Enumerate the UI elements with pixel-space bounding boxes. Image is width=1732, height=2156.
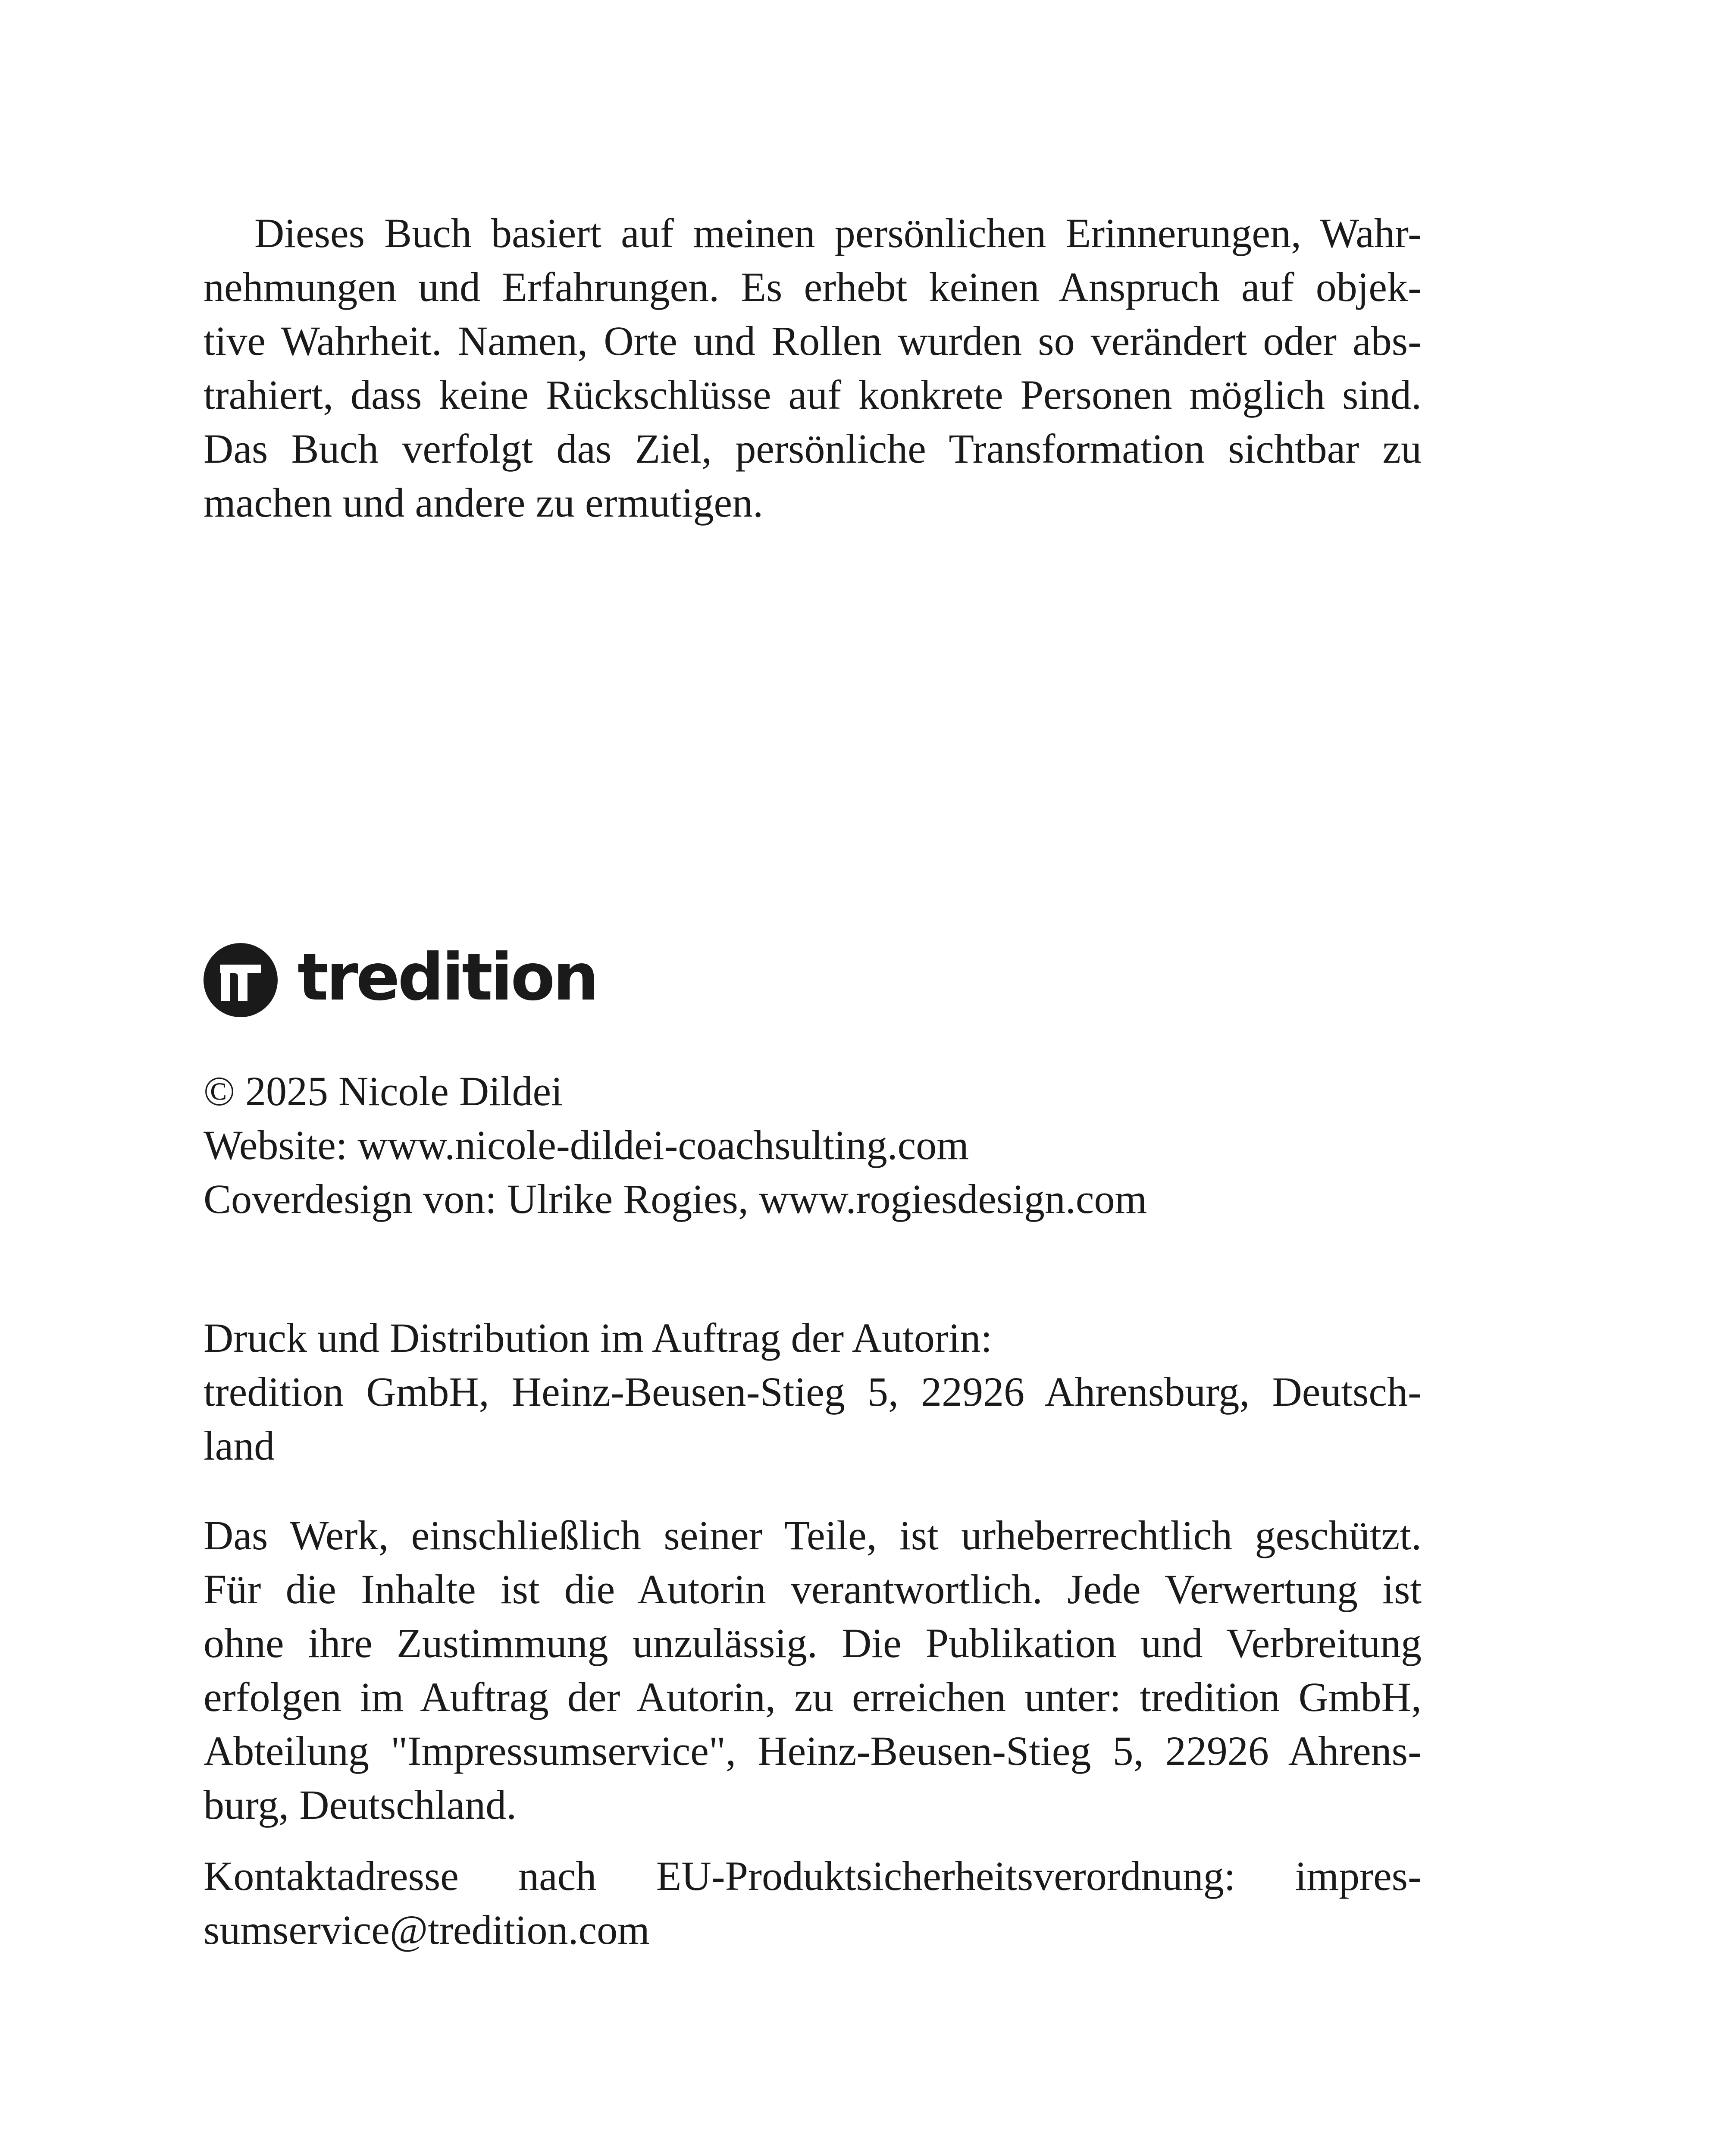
disclaimer-line: tive Wahrheit. Namen, Orte und Rollen wurden so verändert oder abs- (204, 318, 1422, 364)
contact-line: Kontaktadresse nach EU-Produktsicherheitsverordnung: impres- (204, 1853, 1422, 1899)
copyright-line: © 2025 Nicole Dildei (204, 1068, 563, 1114)
credits-block (204, 1064, 1422, 1226)
copyright-notice-line: Abteilung "Impressumservice", Heinz-Beusen-Stieg 5, 22926 Ahrens- (204, 1728, 1422, 1774)
contact-address (204, 1849, 1422, 1957)
disclaimer-line: trahiert, dass keine Rückschlüsse auf konkrete Personen möglich sind. (204, 372, 1422, 418)
copyright-notice (204, 1508, 1422, 1832)
printing-line: land (204, 1423, 275, 1469)
disclaimer-line: Dieses Buch basiert auf meinen persönlichen Erinnerungen, Wahr- (254, 210, 1422, 256)
publisher-wordmark: tredition (298, 940, 597, 1015)
copyright-notice-line: Das Werk, einschließlich seiner Teile, ist urheberrechtlich geschützt. (204, 1512, 1422, 1558)
website-line: Website: www.nicole-dildei-coachsulting.com (204, 1122, 969, 1168)
publisher-logo (204, 939, 597, 1021)
copyright-notice-line: Für die Inhalte ist die Autorin verantwortlich. Jede Verwertung ist (204, 1566, 1422, 1612)
contact-line: sumservice@tredition.com (204, 1907, 650, 1953)
copyright-notice-line: erfolgen im Auftrag der Autorin, zu erreichen unter: tredition GmbH, (204, 1674, 1422, 1720)
copyright-notice-line: burg, Deutschland. (204, 1782, 517, 1828)
disclaimer-line: nehmungen und Erfahrungen. Es erhebt keinen Anspruch auf objek- (204, 264, 1422, 310)
printing-distribution-block (204, 1311, 1422, 1473)
printing-line: tredition GmbH, Heinz-Beusen-Stieg 5, 22926 Ahrensburg, Deutsch- (204, 1369, 1422, 1415)
disclaimer-line: machen und andere zu ermutigen. (204, 479, 764, 526)
cover-design-line: Coverdesign von: Ulrike Rogies, www.rogiesdesign.com (204, 1176, 1147, 1222)
disclaimer-paragraph (204, 206, 1422, 530)
disclaimer-line: Das Buch verfolgt das Ziel, persönliche Transformation sichtbar zu (204, 426, 1422, 472)
copyright-notice-line: ohne ihre Zustimmung unzulässig. Die Publikation und Verbreitung (204, 1620, 1422, 1666)
printing-line: Druck und Distribution im Auftrag der Autorin: (204, 1315, 993, 1361)
tredition-logo-icon (204, 943, 278, 1017)
